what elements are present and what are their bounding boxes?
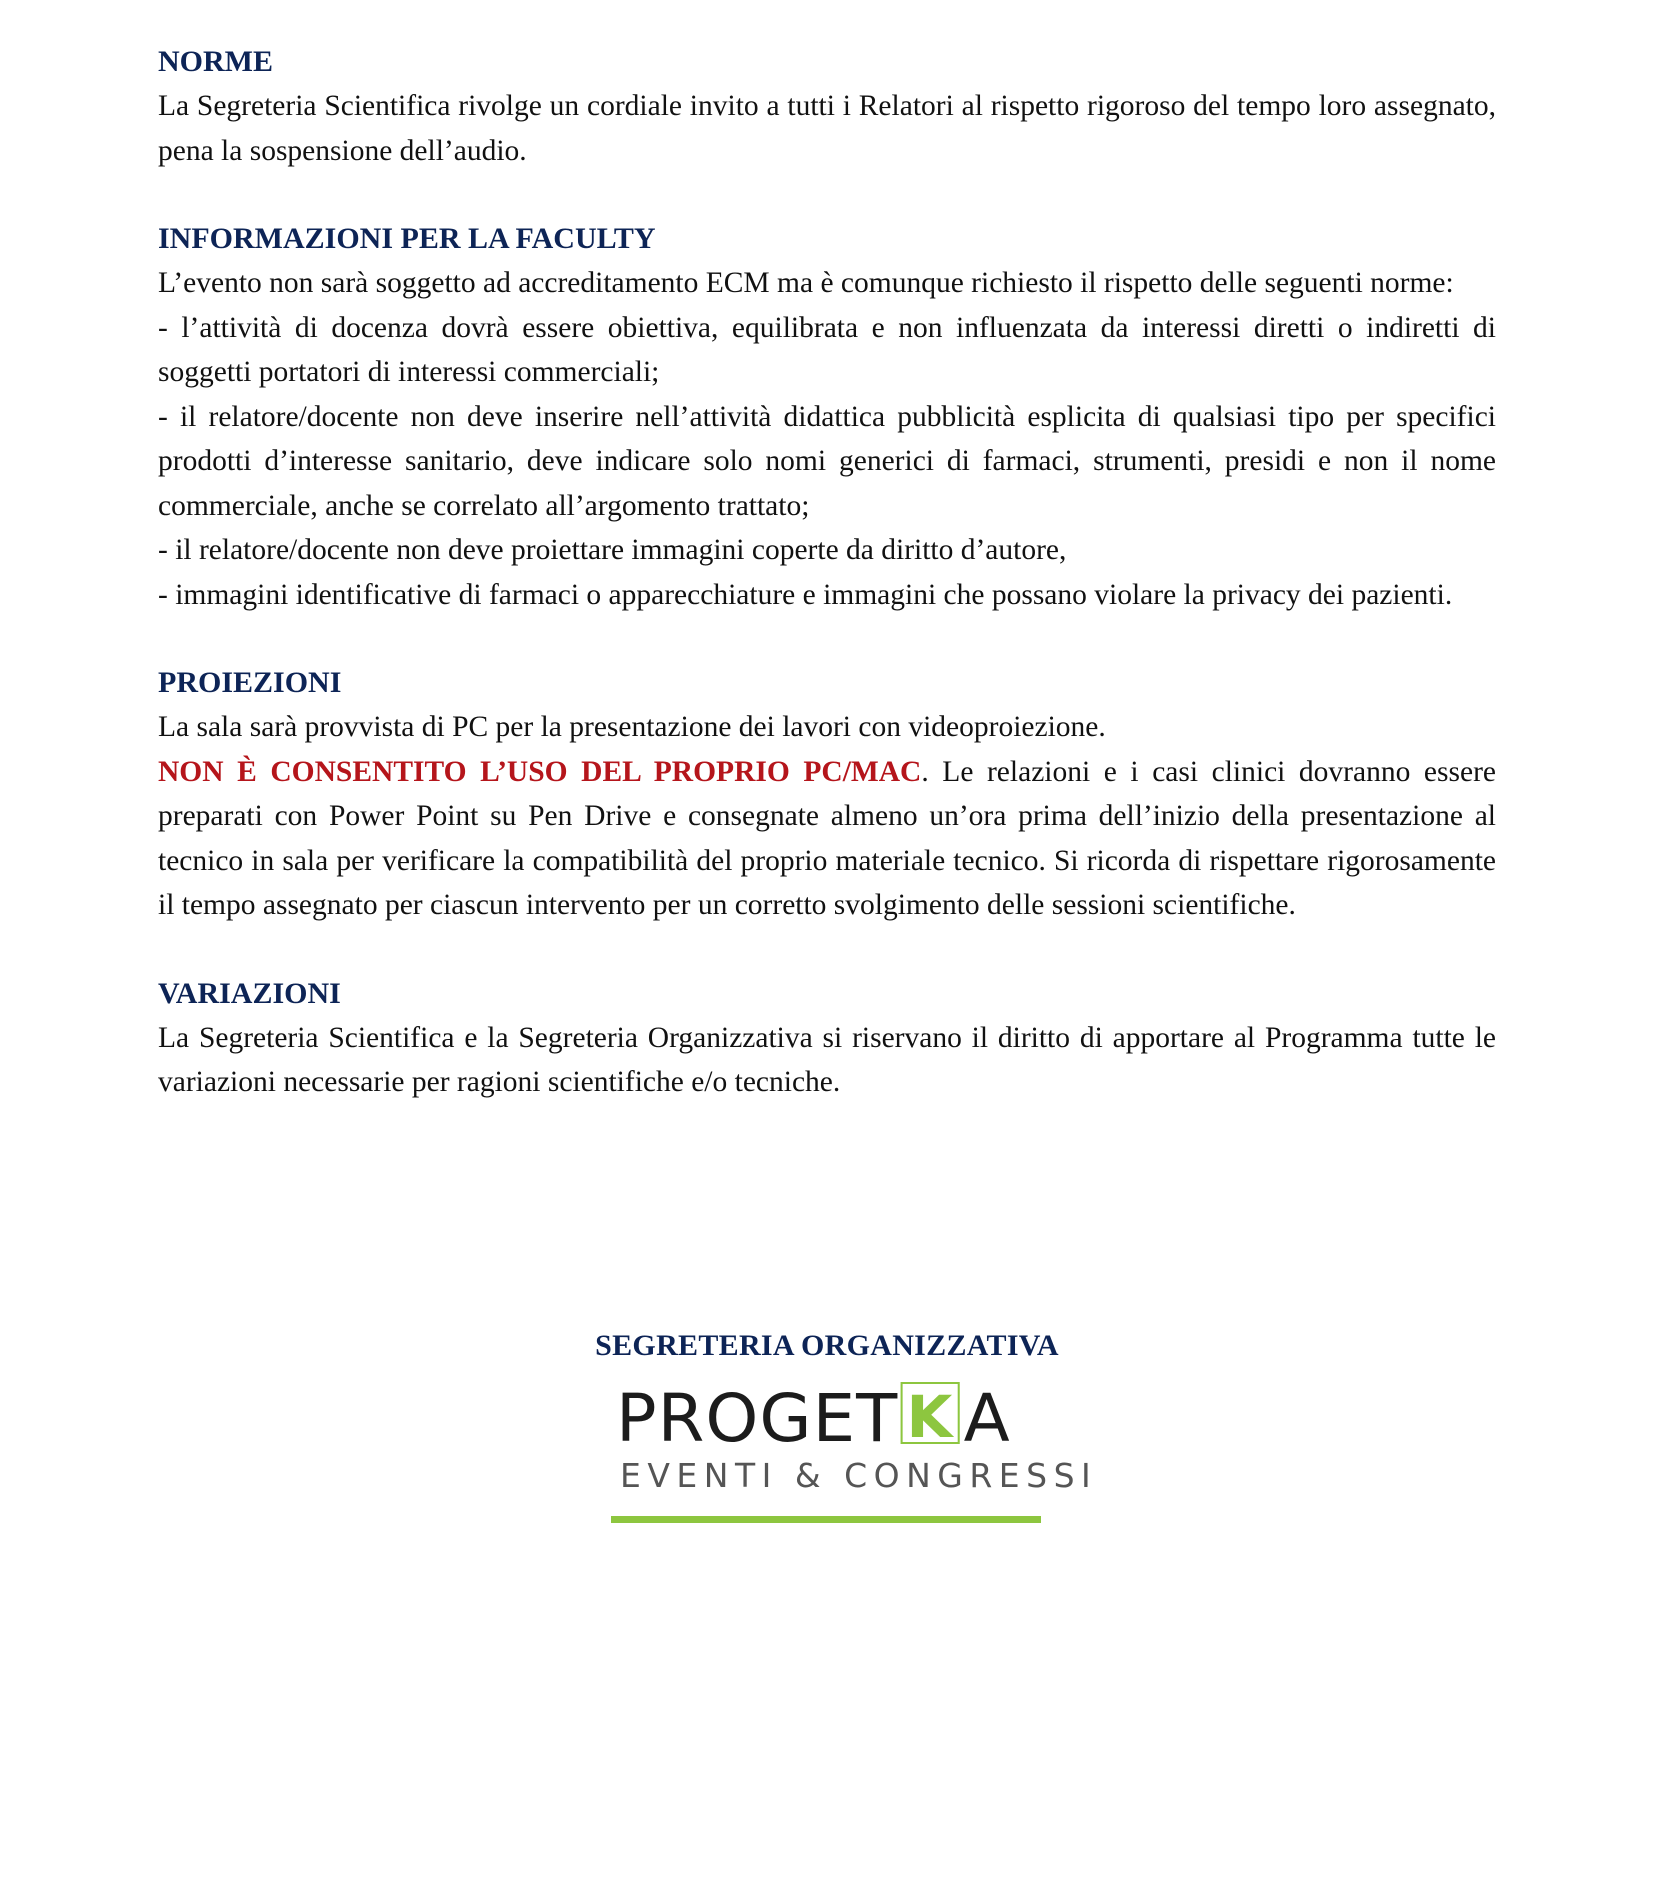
section-paragraph: La Segreteria Scientifica rivolge un cordiale invito a tutti i Relatori al rispetto rigoroso del tempo loro assegnato, pena la sospensione dell’audio. <box>158 90 1496 167</box>
section-variazioni <box>158 972 1496 1105</box>
progetka-logo <box>608 1380 1098 1526</box>
section-norme <box>158 40 1496 173</box>
logo-underline-bar <box>611 1516 1041 1523</box>
organizer-title: SEGRETERIA ORGANIZZATIVA <box>595 1329 1059 1362</box>
section-informazioni-faculty <box>158 217 1496 617</box>
section-paragraph: L’evento non sarà soggetto ad accreditamento ECM ma è comunque richiesto il rispetto delle seguenti norme: <box>158 267 1454 299</box>
logo-wordmark <box>616 1380 1011 1457</box>
section-paragraph <box>158 750 1496 928</box>
rule-item: - il relatore/docente non deve proiettare immagini coperte da diritto d’autore, <box>158 534 1067 566</box>
rule-item: - immagini identificative di farmaci o apparecchiature e immagini che possano violare la privacy dei pazienti. <box>158 578 1453 611</box>
paragraph-text: . Le relazioni e i casi clinici dovranno essere preparati con Power Point su Pen Drive e consegnate almeno un’ora prima dell’inizio della presentazione al tecnico in sala per verificare la compatibilità del proprio materiale tecnico. Si ricorda di rispettare rigorosamente il tempo assegnato per ciascun intervento per un corretto svolgimento delle sessioni scientifiche. <box>158 755 1496 921</box>
section-heading: VARIAZIONI <box>158 976 341 1010</box>
logo-name-suffix: A <box>963 1380 1011 1457</box>
rule-item: - il relatore/docente non deve inserire nell’attività didattica pubblicità esplicita di qualsiasi tipo per specifici prodotti d’interesse sanitario, deve indicare solo nomi generici di farmaci, strumenti, presidi e non il nome commerciale, anche se correlato all’argomento trattato; <box>158 400 1496 522</box>
logo-subtitle: EVENTI & CONGRESSI <box>620 1456 1098 1495</box>
warning-text: NON È CONSENTITO L’USO DEL PROPRIO PC/MAC <box>158 755 922 788</box>
section-proiezioni <box>158 661 1496 928</box>
document-page <box>158 40 1496 1149</box>
section-heading: PROIEZIONI <box>158 666 342 699</box>
organizer-block <box>0 1324 1654 1368</box>
logo-name-prefix: PROGET <box>616 1380 899 1457</box>
section-heading: NORME <box>158 45 273 78</box>
section-paragraph: La Segreteria Scientifica e la Segreteria Organizzativa si riservano il diritto di apportare al Programma tutte le variazioni necessarie per ragioni scientifiche e/o tecniche. <box>158 1021 1496 1098</box>
section-paragraph: La sala sarà provvista di PC per la presentazione dei lavori con videoproiezione. <box>158 711 1106 743</box>
rule-item: - l’attività di docenza dovrà essere obiettiva, equilibrata e non influenzata da interessi diretti o indiretti di soggetti portatori di interessi commerciali; <box>158 311 1496 388</box>
section-heading: INFORMAZIONI PER LA FACULTY <box>158 222 656 255</box>
logo-k-box <box>900 1382 959 1451</box>
logo-name-highlight: K <box>906 1383 954 1451</box>
